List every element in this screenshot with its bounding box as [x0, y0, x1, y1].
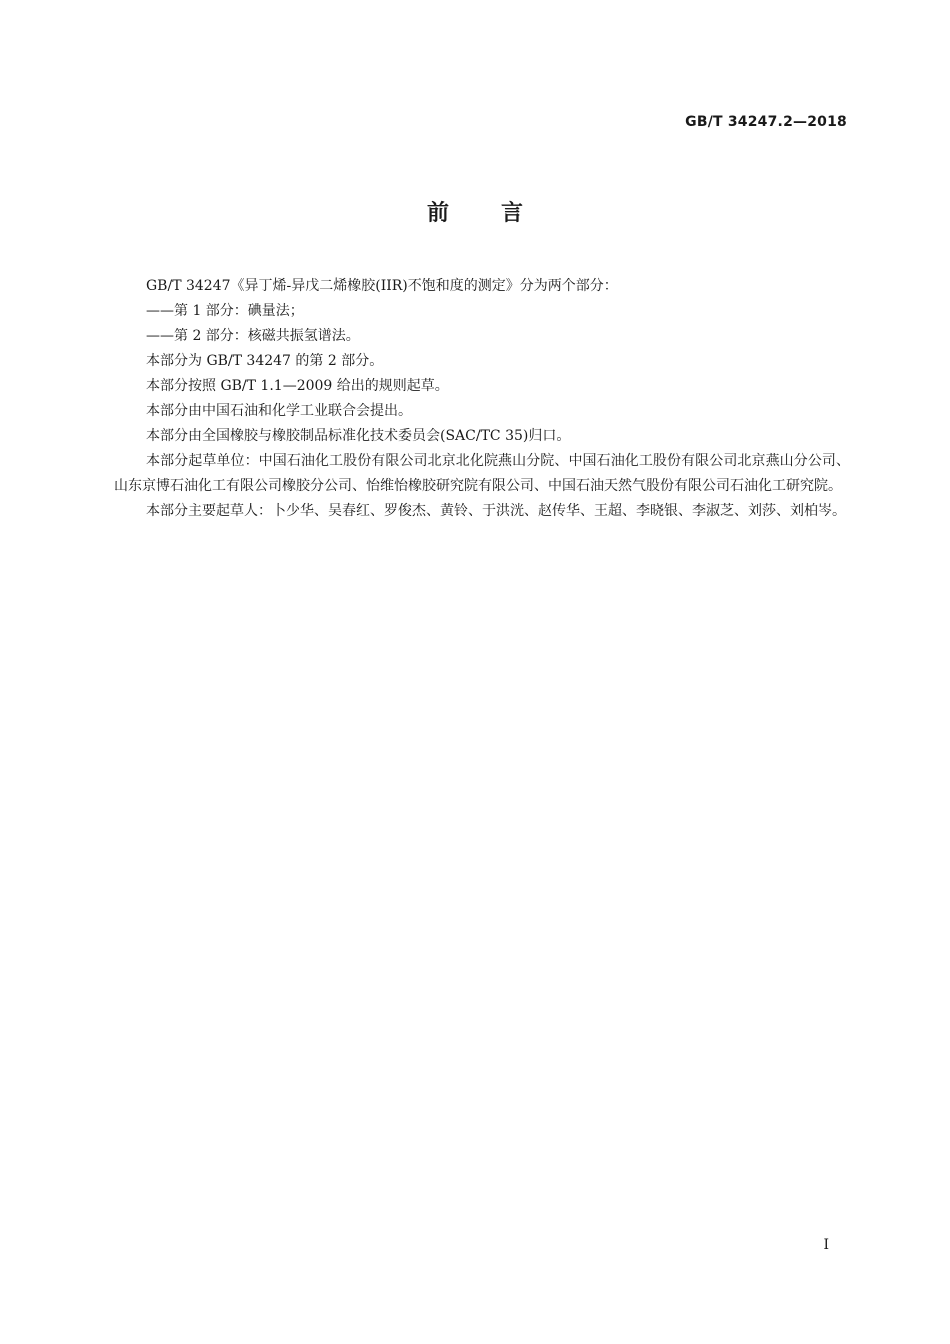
paragraph-drafting-units: 本部分起草单位：中国石油化工股份有限公司北京北化院燕山分院、中国石油化工股份有限公司北京燕山分公司、山东京博石油化工有限公司橡胶分公司、怡维怡橡胶研究院有限公司、中国石油天然气股份有限公司石油化工研究院。: [114, 453, 850, 494]
paragraph-part-2: ——第 2 部分：核磁共振氢谱法。: [146, 328, 360, 344]
paragraph-this-part: 本部分为 GB/T 34247 的第 2 部分。: [146, 353, 384, 369]
paragraph-proposed-by: 本部分由中国石油和化学工业联合会提出。: [146, 403, 412, 419]
page-title: [0, 196, 950, 227]
paragraph-part-1: ——第 1 部分：碘量法；: [146, 303, 304, 319]
title-char-2: 言: [501, 201, 524, 226]
paragraph-drafting-rules: 本部分按照 GB/T 1.1—2009 给出的规则起草。: [146, 378, 449, 394]
paragraph-drafters: 本部分主要起草人：卜少华、吴春红、罗俊杰、黄铃、于洪洸、赵传华、王超、李晓银、李淑芝、刘莎、刘柏岑。: [146, 503, 846, 519]
paragraph-technical-committee: 本部分由全国橡胶与橡胶制品标准化技术委员会(SAC/TC 35)归口。: [146, 428, 571, 444]
title-char-1: 前: [426, 201, 449, 226]
foreword-body: [114, 274, 850, 524]
paragraph-series-intro: GB/T 34247《异丁烯-异戊二烯橡胶(IIR)不饱和度的测定》分为两个部分：: [146, 278, 618, 294]
standard-code: GB/T 34247.2—2018: [685, 114, 847, 130]
page-number: I: [823, 1237, 829, 1253]
